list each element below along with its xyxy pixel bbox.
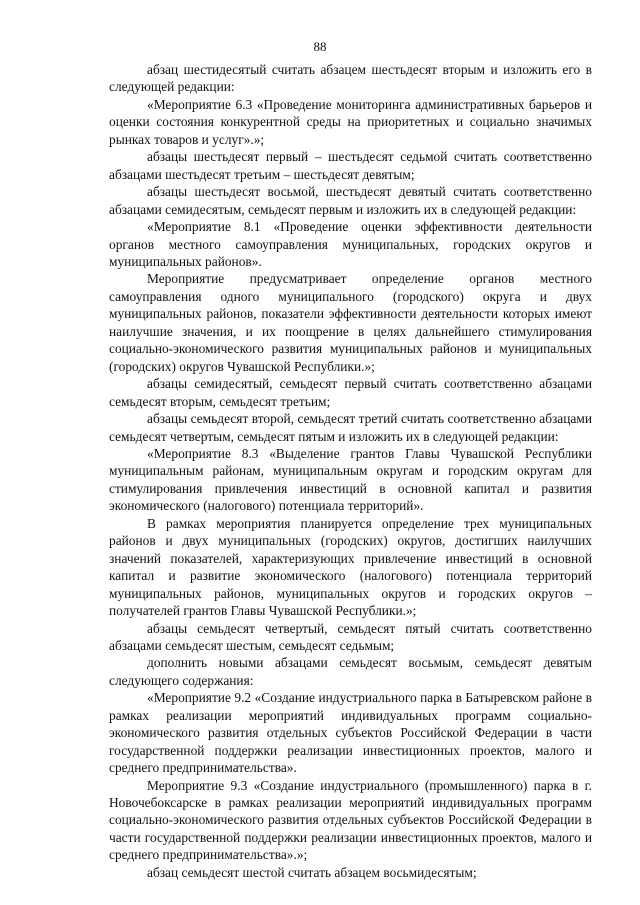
paragraph: «Мероприятие 9.2 «Создание индустриального парка в Батыревском районе в рамках реализации мероприятий индивидуальных программ социально-экономического развития отдельных субъектов Российской Федерации в части государственной поддержки реализации инвестиционных проектов, малого и среднего предпринимательства».: [109, 690, 592, 776]
paragraph: абзац шестидесятый считать абзацем шестьдесят вторым и изложить его в следующей редакции:: [109, 62, 592, 95]
paragraph: Мероприятие предусматривает определение органов местного самоуправления одного муниципального (городского) округа и двух муниципальных районов, показатели эффективности деятельности которых имеют наилучшие значения, и их поощрение в целях дальнейшего стимулирования социально-экономического развития муниципальных районов и муниципальных (городских) округов Чувашской Республики.»;: [109, 271, 592, 374]
paragraph: абзацы семидесятый, семьдесят первый считать соответственно абзацами семьдесят вторым, семьдесят третьим;: [109, 376, 592, 409]
paragraph: «Мероприятие 6.3 «Проведение мониторинга административных барьеров и оценки состояния конкурентной среды на приоритетных и социально значимых рынках товаров и услуг».»;: [109, 96, 592, 147]
page-number: 88: [313, 39, 327, 54]
paragraph: абзацы шестьдесят восьмой, шестьдесят девятый считать соответственно абзацами семидесятым, семьдесят первым и изложить их в следующей редакции:: [109, 184, 592, 217]
paragraph: Мероприятие 9.3 «Создание индустриального (промышленного) парка в г. Новочебоксарске в рамках реализации мероприятий индивидуальных программ социально-экономического развития отдельных субъектов Российской Федерации в части государственной поддержки реализации инвестиционных проектов, малого и среднего предпринимательства».»;: [109, 777, 592, 863]
paragraph: дополнить новыми абзацами семьдесят восьмым, семьдесят девятым следующего содержания:: [109, 655, 592, 688]
paragraph: абзацы семьдесят второй, семьдесят третий считать соответственно абзацами семьдесят четвертым, семьдесят пятым и изложить их в следующей редакции:: [109, 411, 592, 444]
paragraph: абзац семьдесят шестой считать абзацем восьмидесятым;: [147, 864, 477, 880]
document-body: [109, 61, 592, 881]
paragraph: абзацы шестьдесят первый – шестьдесят седьмой считать соответственно абзацами шестьдесят третьим – шестьдесят девятым;: [109, 149, 592, 182]
paragraph: «Мероприятие 8.3 «Выделение грантов Главы Чувашской Республики муниципальным районам, муниципальным округам и городским округам для стимулирования привлечения инвестиций в основной капитал и развития экономического (налогового) потенциала территорий».: [109, 445, 592, 514]
paragraph: В рамках мероприятия планируется определение трех муниципальных районов и двух муниципальных (городских) округов, достигших наилучших значений показателей, характеризующих привлечение инвестиций в основной капитал и развитие экономического (налогового) потенциала территорий муниципальных районов, муниципальных округов и городских округов – получателей грантов Главы Чувашской Республики.»;: [109, 515, 592, 619]
paragraph: абзацы семьдесят четвертый, семьдесят пятый считать соответственно абзацами семьдесят шестым, семьдесят седьмым;: [109, 620, 592, 653]
paragraph: «Мероприятие 8.1 «Проведение оценки эффективности деятельности органов местного самоуправления муниципальных, городских округов и муниципальных районов».: [109, 219, 592, 269]
